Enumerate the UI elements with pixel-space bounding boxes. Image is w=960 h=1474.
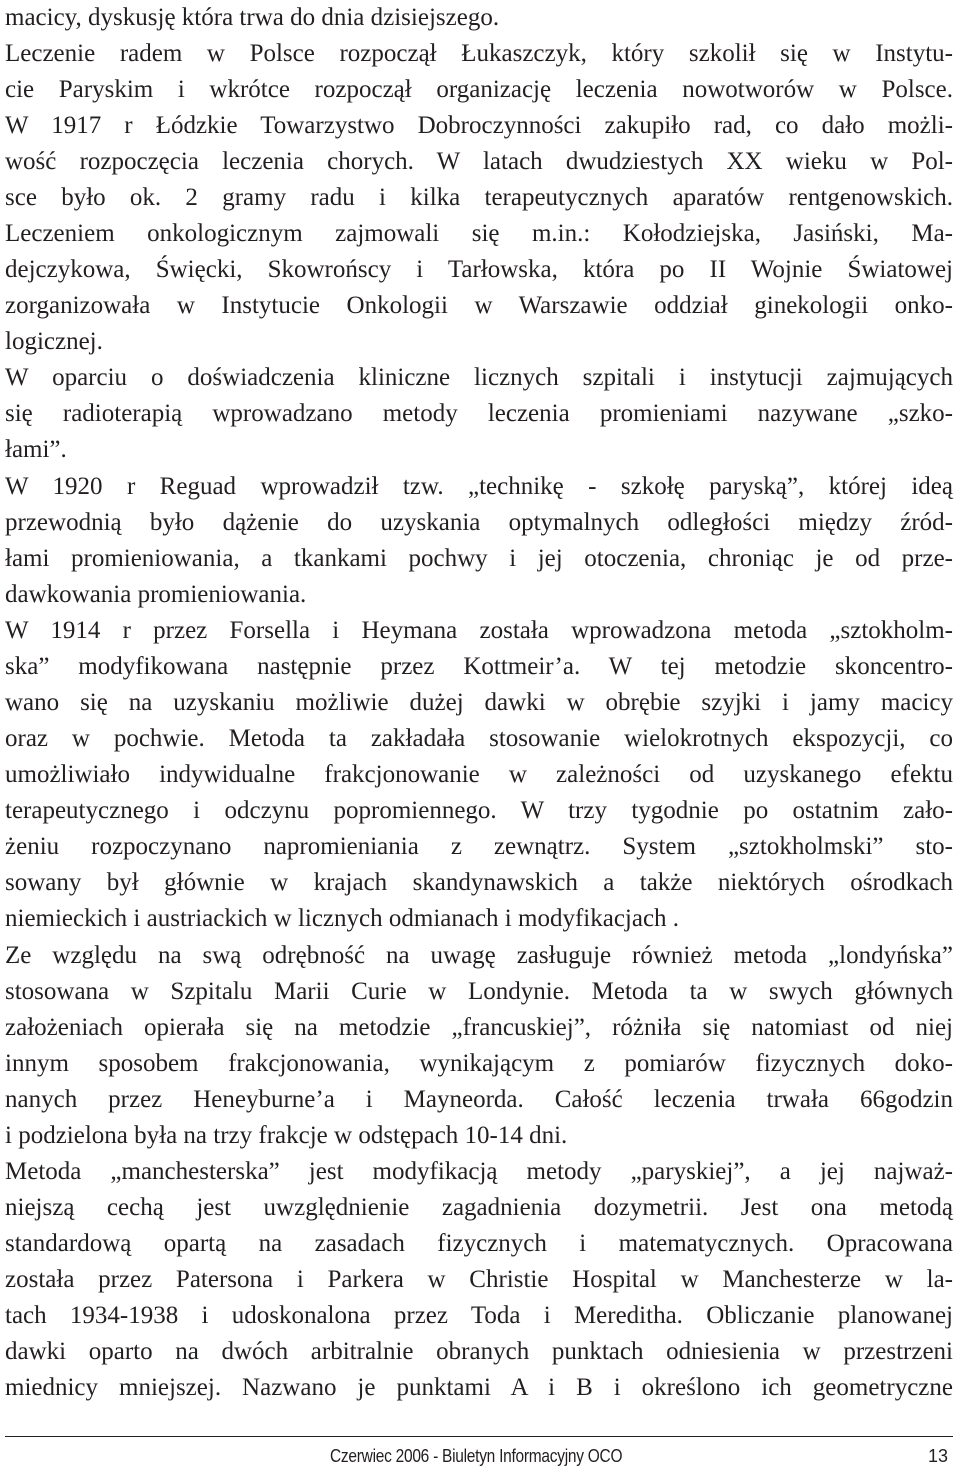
- text-line: terapeutycznego i odczynu popromiennego. W trzy tygodnie po ostatnim zało-: [5, 797, 953, 824]
- text-line: stosowana w Szpitalu Marii Curie w Londynie. Metoda ta w swych głównych: [5, 978, 953, 1005]
- text-line: zorganizowała w Instytucie Onkologii w Warszawie oddział ginekologii onko-: [5, 292, 953, 319]
- text-line: przewodnią było dążenie do uzyskania optymalnych odległości między źród-: [5, 509, 953, 536]
- text-line: umożliwiało indywidualne frakcjonowanie w zależności od uzyskanego efektu: [5, 761, 953, 788]
- text-line: wość rozpoczęcia leczenia chorych. W latach dwudziestych XX wieku w Pol-: [5, 148, 953, 175]
- text-line: tach 1934-1938 i udoskonalona przez Toda i Mereditha. Obliczanie planowanej: [5, 1302, 953, 1329]
- text-line: dawki oparto na dwóch arbitralnie obranych punktach odniesienia w przestrzeni: [5, 1338, 953, 1365]
- text-line: logicznej.: [5, 328, 103, 355]
- text-line: Metoda „manchesterska” jest modyfikacją metody „paryskiej”, a jej najważ-: [5, 1158, 953, 1185]
- text-line: sce było ok. 2 gramy radu i kilka terapeutycznych aparatów rentgenowskich.: [5, 184, 953, 211]
- text-line: standardową opartą na zasadach fizycznych i matematycznych. Opracowana: [5, 1230, 953, 1257]
- journal-name: Czerwiec 2006 - Biuletyn Informacyjny OCO: [330, 1446, 623, 1466]
- text-line: W oparciu o doświadczenia kliniczne licznych szpitali i instytucji zajmujących: [5, 364, 953, 391]
- text-line: W 1914 r przez Forsella i Heymana została wprowadzona metoda „sztokholm-: [5, 617, 953, 644]
- text-line: została przez Patersona i Parkera w Christie Hospital w Manchesterze w la-: [5, 1266, 953, 1293]
- text-line: W 1920 r Reguad wprowadził tzw. „technikę - szkołę paryską”, której ideą: [5, 473, 953, 500]
- text-line: dawkowania promieniowania.: [5, 581, 307, 608]
- text-line: żeniu rozpoczynano napromieniania z zewnątrz. System „sztokholmski” sto-: [5, 833, 953, 860]
- text-line: niejszą cechą jest uwzględnienie zagadnienia dozymetrii. Jest ona metodą: [5, 1194, 953, 1221]
- page-footer: [0, 1443, 960, 1469]
- page-number: 13: [927, 1446, 948, 1466]
- text-line: wano się na uzyskaniu możliwie dużej dawki w obrębie szyjki i jamy macicy: [5, 689, 953, 716]
- text-line: innym sposobem frakcjonowania, wynikającym z pomiarów fizycznych doko-: [5, 1050, 953, 1077]
- text-line: sowany był głównie w krajach skandynawskich a także niektórych ośrodkach: [5, 869, 953, 896]
- text-line: niemieckich i austriackich w licznych odmianach i modyfikacjach .: [5, 905, 680, 932]
- text-line: W 1917 r Łódzkie Towarzystwo Dobroczynności zakupiło rad, co dało możli-: [5, 112, 953, 139]
- text-line: ska” modyfikowana następnie przez Kottmeir’a. W tej metodzie skoncentro-: [5, 653, 953, 680]
- footer-divider: [5, 1436, 953, 1437]
- text-line: łami promieniowania, a tkankami pochwy i jej otoczenia, chroniąc je od prze-: [5, 545, 953, 572]
- text-line: cie Paryskim i wkrótce rozpoczął organizację leczenia nowotworów w Polsce.: [5, 76, 953, 103]
- text-line: dejczykowa, Święcki, Skowrońscy i Tarłowska, która po II Wojnie Światowej: [5, 256, 953, 283]
- text-line: macicy, dyskusję która trwa do dnia dzisiejszego.: [5, 4, 500, 31]
- text-line: Leczeniem onkologicznym zajmowali się m.in.: Kołodziejska, Jasiński, Ma-: [5, 220, 953, 247]
- text-line: Ze względu na swą odrębność na uwagę zasługuje również metoda „londyńska”: [5, 942, 953, 969]
- text-line: i podzielona była na trzy frakcje w odstępach 10-14 dni.: [5, 1122, 568, 1149]
- text-line: założeniach opierała się na metodzie „francuskiej”, różniła się natomiast od niej: [5, 1014, 953, 1041]
- text-line: się radioterapią wprowadzano metody leczenia promieniami nazywane „szko-: [5, 400, 953, 427]
- text-line: nanych przez Heneyburne’a i Mayneorda. Całość leczenia trwała 66godzin: [5, 1086, 953, 1113]
- text-line: Leczenie radem w Polsce rozpoczął Łukaszczyk, który szkolił się w Instytu-: [5, 40, 953, 67]
- text-line: miednicy mniejszej. Nazwano je punktami A i B i określono ich geometryczne: [5, 1374, 953, 1401]
- text-line: oraz w pochwie. Metoda ta zakładała stosowanie wielokrotnych ekspozycji, co: [5, 725, 953, 752]
- text-line: łami”.: [5, 436, 67, 463]
